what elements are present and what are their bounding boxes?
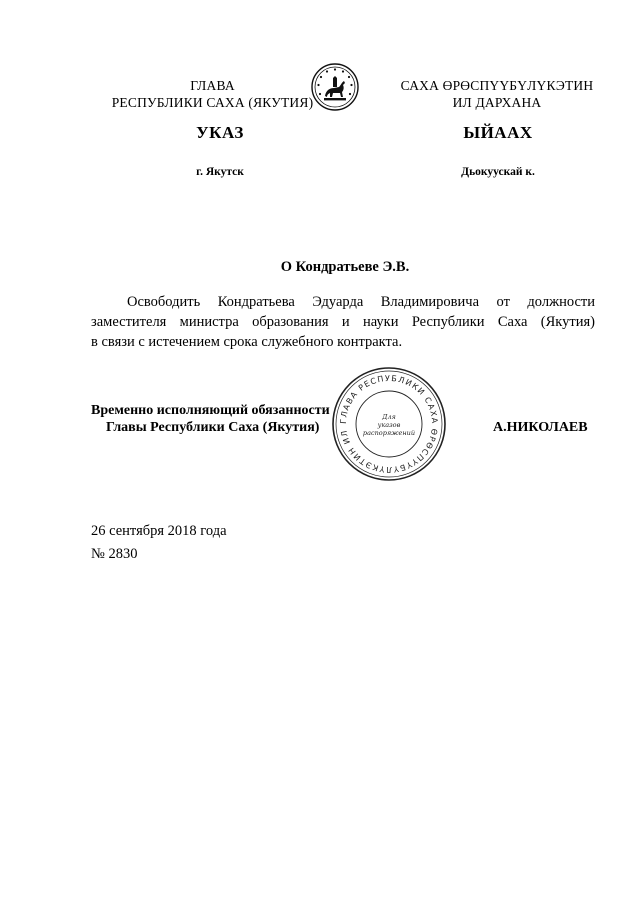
- issuer-ru-line1: ГЛАВА: [190, 78, 235, 93]
- signatory-position-line1: Временно исполняющий обязанности: [91, 403, 330, 418]
- issuer-ru-line2: РЕСПУБЛИКИ САХА (ЯКУТИЯ): [111, 95, 314, 110]
- issuer-sakha-line1: САХА ӨРӨСПҮҮБҮЛҮКЭТИН: [400, 78, 594, 93]
- issuer-sakha: [382, 77, 612, 111]
- issuer-sakha-line2: ИЛ ДАРХАНА: [452, 95, 542, 110]
- coat-of-arms-emblem: [311, 63, 359, 111]
- body-line-1: Освободить Кондратьева Эдуарда Владимировича от должности: [127, 294, 595, 310]
- doc-type-ru: УКАЗ: [196, 123, 244, 142]
- doc-type-sakha: ЫЙААХ: [463, 123, 533, 142]
- signatory-position-line2: Главы Республики Саха (Якутия): [106, 420, 320, 435]
- seal-ring-text: ГЛАВА РЕСПУБЛИКИ САХА ӨРӨСПҮҮБҮЛҮКЭТИН ИЛ ДАРХАНА: [327, 359, 440, 475]
- body-line-2: заместителя министра образования и науки Республики Саха (Якутия): [91, 314, 595, 330]
- document-body: [91, 292, 595, 352]
- signatory-name: А.НИКОЛАЕВ: [493, 420, 588, 435]
- place-ru: г. Якутск: [196, 166, 244, 178]
- document-number: № 2830: [91, 546, 138, 562]
- body-line-3: в связи с истечением срока служебного контракта.: [91, 334, 403, 350]
- seal-inner-line3: распоряжений: [362, 429, 416, 437]
- document-title: О Кондратьеве Э.В.: [280, 259, 410, 275]
- seal-inner-line2: указов: [377, 421, 401, 429]
- seal-inner-line1: Для: [382, 413, 396, 421]
- official-seal: [327, 359, 447, 482]
- place-sakha: Дьокуускай к.: [461, 166, 535, 178]
- document-date: 26 сентября 2018 года: [91, 523, 227, 539]
